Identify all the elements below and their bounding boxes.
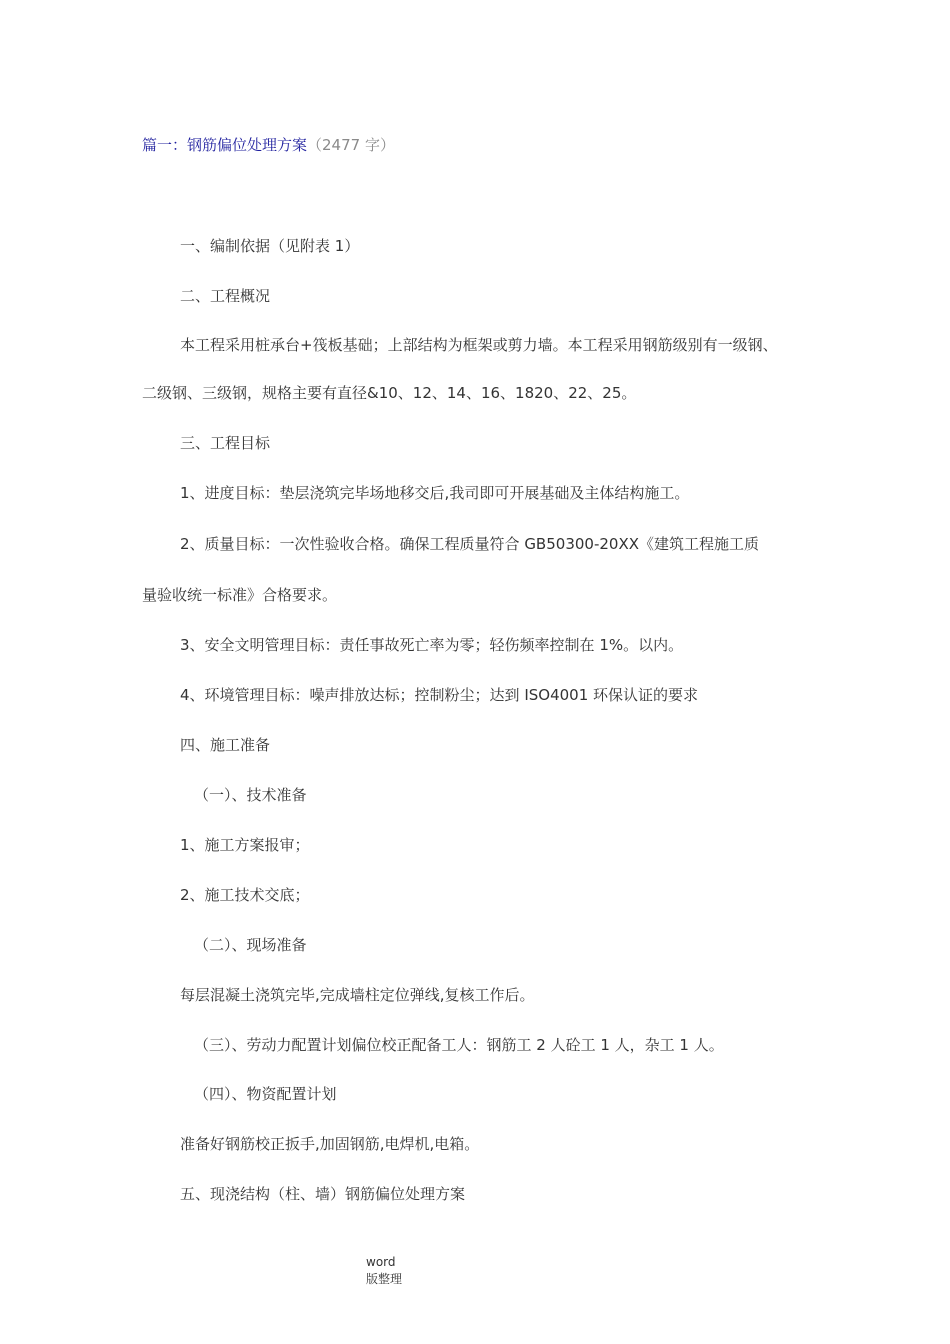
subheading-technical: （一）、技术准备: [194, 786, 307, 804]
subheading-materials: （四）、物资配置计划: [194, 1085, 337, 1103]
heading-offset-treatment: 五、现浇结构（柱、墙）钢筋偏位处理方案: [180, 1185, 466, 1203]
heading-preparation: 四、施工准备: [180, 736, 271, 754]
heading-goals: 三、工程目标: [180, 434, 271, 452]
list-item-briefing: 2、施工技术交底；: [180, 886, 310, 904]
paragraph-goal-progress: 1、进度目标：垫层浇筑完毕场地移交后,我司即可开展基础及主体结构施工。: [180, 484, 690, 502]
paragraph-overview-2: 二级钢、三级钢，规格主要有直径&10、12、14、16、1820、22、25。: [142, 384, 637, 402]
subheading-labor: （三）、劳动力配置计划偏位校正配备工人：钢筋工 2 人砼工 1 人，杂工 1 人。: [194, 1036, 724, 1054]
paragraph-goal-quality-2: 量验收统一标准》合格要求。: [142, 586, 338, 604]
title-word-count: （2477 字）: [307, 136, 395, 154]
footer-line-2: 版整理: [366, 1272, 403, 1286]
subheading-site: （二）、现场准备: [194, 936, 307, 954]
document-title: [142, 134, 395, 155]
page-footer: [366, 1254, 402, 1288]
list-item-plan-review: 1、施工方案报审；: [180, 836, 310, 854]
footer-line-1: word: [366, 1255, 396, 1269]
paragraph-basis: 一、编制依据（见附表 1）: [180, 237, 360, 255]
paragraph-goal-environment: 4、环境管理目标：噪声排放达标；控制粉尘；达到 ISO4001 环保认证的要求: [180, 686, 699, 704]
title-main: 篇一：钢筋偏位处理方案: [142, 136, 308, 154]
paragraph-overview-1: 本工程采用桩承台+筏板基础；上部结构为框架或剪力墙。本工程采用钢筋级别有一级钢、: [180, 336, 778, 354]
heading-overview: 二、工程概况: [180, 287, 271, 305]
paragraph-goal-safety: 3、安全文明管理目标：责任事故死亡率为零；轻伤频率控制在 1%。以内。: [180, 636, 684, 654]
paragraph-site: 每层混凝土浇筑完毕,完成墙柱定位弹线,复核工作后。: [180, 986, 535, 1004]
paragraph-materials: 准备好钢筋校正扳手,加固钢筋,电焊机,电箱。: [180, 1135, 480, 1153]
paragraph-goal-quality-1: 2、质量目标：一次性验收合格。确保工程质量符合 GB50300-20XX《建筑工程施工质: [180, 535, 759, 553]
